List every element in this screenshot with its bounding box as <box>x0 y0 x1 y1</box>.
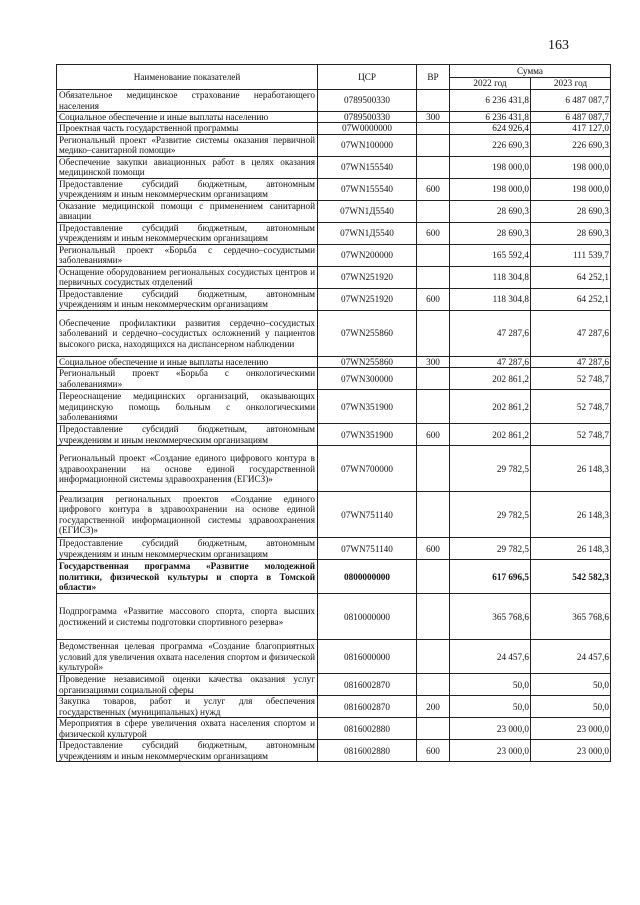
table-row <box>57 178 611 200</box>
row-name: Подпрограмма «Развитие массового спорта, спорта высших достижений и системы подготовки спортивного резерва» <box>57 594 318 640</box>
row-vr <box>417 200 450 222</box>
row-2022: 28 690,3 <box>450 200 531 222</box>
row-name: Предоставление субсидий бюджетным, автономным учреждениям и иным некоммерческим организациям <box>57 222 318 244</box>
row-vr <box>417 718 450 740</box>
row-name: Региональный проект «Создание единого цифрового контура в здравоохранении на основе единой государственной информационной системы здравоохранения (ЕГИСЗ)» <box>57 446 318 492</box>
header-csr: ЦСР <box>318 65 417 90</box>
table-row <box>57 560 611 594</box>
table-row <box>57 200 611 222</box>
row-2023: 24 457,6 <box>531 640 611 674</box>
row-name: Реализация региональных проектов «Создание единого цифрового контура в здравоохранении на основе единой государственной информационной системы здравоохранения (ЕГИСЗ)» <box>57 492 318 538</box>
table-row <box>57 594 611 640</box>
table-row <box>57 90 611 112</box>
table-row <box>57 266 611 288</box>
header-year-2023: 2023 год <box>531 78 611 90</box>
row-csr: 07WN351900 <box>318 390 417 424</box>
row-2023: 47 287,6 <box>531 356 611 367</box>
row-2022: 198 000,0 <box>450 156 531 178</box>
table-row <box>57 492 611 538</box>
row-2022: 202 861,2 <box>450 368 531 390</box>
row-csr: 07WN155540 <box>318 178 417 200</box>
row-2022: 617 696,5 <box>450 560 531 594</box>
row-csr: 0816002870 <box>318 674 417 696</box>
row-name: Социальное обеспечение и иные выплаты населению <box>57 356 318 367</box>
row-vr <box>417 156 450 178</box>
row-vr: 600 <box>417 424 450 446</box>
row-2023: 52 748,7 <box>531 368 611 390</box>
row-2023: 23 000,0 <box>531 718 611 740</box>
table-row <box>57 310 611 356</box>
row-csr: 0800000000 <box>318 560 417 594</box>
row-2023: 111 539,7 <box>531 244 611 266</box>
table-row <box>57 718 611 740</box>
row-vr <box>417 310 450 356</box>
row-2023: 226 690,3 <box>531 134 611 156</box>
row-2023: 6 487 087,7 <box>531 112 611 123</box>
row-name: Обязательное медицинское страхование неработающего населения <box>57 90 318 112</box>
row-csr: 07WN155540 <box>318 156 417 178</box>
table-row <box>57 740 611 762</box>
row-csr: 07WN255860 <box>318 356 417 367</box>
row-vr <box>417 594 450 640</box>
row-name: Социальное обеспечение и иные выплаты населению <box>57 112 318 123</box>
row-vr <box>417 266 450 288</box>
row-2022: 202 861,2 <box>450 390 531 424</box>
row-2022: 6 236 431,8 <box>450 90 531 112</box>
row-2023: 26 148,3 <box>531 492 611 538</box>
row-2023: 50,0 <box>531 674 611 696</box>
row-name: Предоставление субсидий бюджетным, автономным учреждениям и иным некоммерческим организациям <box>57 178 318 200</box>
row-vr: 300 <box>417 356 450 367</box>
table-row <box>57 538 611 560</box>
row-vr: 600 <box>417 538 450 560</box>
table-row <box>57 134 611 156</box>
table-row <box>57 222 611 244</box>
row-2022: 23 000,0 <box>450 740 531 762</box>
row-name: Закупка товаров, работ и услуг для обеспечения государственных (муниципальных) нужд <box>57 696 318 718</box>
row-2023: 64 252,1 <box>531 266 611 288</box>
table-row <box>57 112 611 123</box>
row-csr: 07WN751140 <box>318 538 417 560</box>
row-2023: 28 690,3 <box>531 200 611 222</box>
table-row <box>57 244 611 266</box>
row-csr: 07WN251920 <box>318 288 417 310</box>
budget-table <box>56 64 611 762</box>
row-2022: 23 000,0 <box>450 718 531 740</box>
row-name: Предоставление субсидий бюджетным, автономным учреждениям и иным некоммерческим организациям <box>57 424 318 446</box>
row-2022: 6 236 431,8 <box>450 112 531 123</box>
table-row <box>57 390 611 424</box>
row-csr: 07WN351900 <box>318 424 417 446</box>
row-2023: 28 690,3 <box>531 222 611 244</box>
row-2022: 47 287,6 <box>450 356 531 367</box>
row-name: Региональный проект «Развитие системы оказания первичной медико–санитарной помощи» <box>57 134 318 156</box>
row-name: Региональный проект «Борьба с онкологическими заболеваниями» <box>57 368 318 390</box>
row-csr: 0816000000 <box>318 640 417 674</box>
row-csr: 0816002870 <box>318 696 417 718</box>
row-2022: 202 861,2 <box>450 424 531 446</box>
row-csr: 07WN100000 <box>318 134 417 156</box>
row-vr <box>417 368 450 390</box>
row-name: Обеспечение профилактики развития сердечно–сосудистых заболеваний и сердечно–сосудистых осложнений у пациентов высокого риска, находящихся на диспансерном наблюдении <box>57 310 318 356</box>
row-name: Предоставление субсидий бюджетным, автономным учреждениям и иным некоммерческим организациям <box>57 538 318 560</box>
row-csr: 07WN255860 <box>318 310 417 356</box>
table-row <box>57 446 611 492</box>
row-vr: 200 <box>417 696 450 718</box>
row-2022: 365 768,6 <box>450 594 531 640</box>
row-name: Проектная часть государственной программы <box>57 123 318 134</box>
row-vr <box>417 674 450 696</box>
row-csr: 0816002880 <box>318 718 417 740</box>
row-vr: 600 <box>417 178 450 200</box>
row-name: Оснащение оборудованием региональных сосудистых центров и первичных сосудистых отделений <box>57 266 318 288</box>
row-vr: 600 <box>417 740 450 762</box>
row-name: Предоставление субсидий бюджетным, автономным учреждениям и иным некоммерческим организациям <box>57 288 318 310</box>
row-csr: 0810000000 <box>318 594 417 640</box>
row-vr <box>417 446 450 492</box>
row-csr: 07WN200000 <box>318 244 417 266</box>
row-name: Предоставление субсидий бюджетным, автономным учреждениям и иным некоммерческим организациям <box>57 740 318 762</box>
table-row <box>57 424 611 446</box>
row-2022: 29 782,5 <box>450 492 531 538</box>
table-row <box>57 640 611 674</box>
row-2022: 165 592,4 <box>450 244 531 266</box>
row-2023: 52 748,7 <box>531 424 611 446</box>
row-2023: 6 487 087,7 <box>531 90 611 112</box>
header-vr: ВР <box>417 65 450 90</box>
row-2022: 29 782,5 <box>450 538 531 560</box>
header-year-2022: 2022 год <box>450 78 531 90</box>
row-vr: 600 <box>417 222 450 244</box>
row-vr: 300 <box>417 112 450 123</box>
row-csr: 07WN1Д5540 <box>318 222 417 244</box>
row-2023: 23 000,0 <box>531 740 611 762</box>
table-row <box>57 288 611 310</box>
header-name: Наименование показателей <box>57 65 318 90</box>
row-csr: 07WN751140 <box>318 492 417 538</box>
row-vr <box>417 640 450 674</box>
row-vr <box>417 244 450 266</box>
row-2022: 50,0 <box>450 696 531 718</box>
row-2022: 50,0 <box>450 674 531 696</box>
row-2023: 198 000,0 <box>531 156 611 178</box>
row-2022: 198 000,0 <box>450 178 531 200</box>
row-2023: 52 748,7 <box>531 390 611 424</box>
row-vr: 600 <box>417 288 450 310</box>
row-vr <box>417 390 450 424</box>
row-name: Ведомственная целевая программа «Создание благоприятных условий для увеличения охвата населения спортом и физической культурой» <box>57 640 318 674</box>
row-2023: 542 582,3 <box>531 560 611 594</box>
table-row <box>57 356 611 367</box>
row-2023: 47 287,6 <box>531 310 611 356</box>
row-2023: 64 252,1 <box>531 288 611 310</box>
row-csr: 07WN1Д5540 <box>318 200 417 222</box>
row-2023: 50,0 <box>531 696 611 718</box>
row-name: Переоснащение медицинских организаций, оказывающих медицинскую помощь больным с онкологическими заболеваниями <box>57 390 318 424</box>
row-csr: 07WN251920 <box>318 266 417 288</box>
row-csr: 0789500330 <box>318 90 417 112</box>
row-vr <box>417 134 450 156</box>
table-row <box>57 156 611 178</box>
row-vr <box>417 560 450 594</box>
row-vr <box>417 90 450 112</box>
row-name: Проведение независимой оценки качества оказания услуг организациями социальной сферы <box>57 674 318 696</box>
table-row <box>57 123 611 134</box>
row-csr: 07W0000000 <box>318 123 417 134</box>
row-vr <box>417 492 450 538</box>
row-name: Мероприятия в сфере увеличения охвата населения спортом и физической культурой <box>57 718 318 740</box>
row-2022: 118 304,8 <box>450 266 531 288</box>
header-sum: Сумма <box>450 65 611 78</box>
row-2022: 47 287,6 <box>450 310 531 356</box>
row-name: Государственная программа «Развитие молодежной политики, физической культуры и спорта в Томской области» <box>57 560 318 594</box>
row-2022: 29 782,5 <box>450 446 531 492</box>
row-name: Региональный проект «Борьба с сердечно–сосудистыми заболеваниями» <box>57 244 318 266</box>
row-2022: 226 690,3 <box>450 134 531 156</box>
row-2022: 624 926,4 <box>450 123 531 134</box>
row-csr: 07WN700000 <box>318 446 417 492</box>
row-name: Обеспечение закупки авиационных работ в целях оказания медицинской помощи <box>57 156 318 178</box>
row-csr: 07WN300000 <box>318 368 417 390</box>
row-2023: 26 148,3 <box>531 446 611 492</box>
table-row <box>57 696 611 718</box>
row-2023: 365 768,6 <box>531 594 611 640</box>
row-2023: 198 000,0 <box>531 178 611 200</box>
table-row <box>57 368 611 390</box>
row-name: Оказание медицинской помощи с применением санитарной авиации <box>57 200 318 222</box>
page-number: 163 <box>548 38 569 53</box>
row-2022: 24 457,6 <box>450 640 531 674</box>
row-2023: 26 148,3 <box>531 538 611 560</box>
row-csr: 0789500330 <box>318 112 417 123</box>
row-vr <box>417 123 450 134</box>
table-row <box>57 674 611 696</box>
row-2022: 118 304,8 <box>450 288 531 310</box>
row-csr: 0816002880 <box>318 740 417 762</box>
row-2022: 28 690,3 <box>450 222 531 244</box>
row-2023: 417 127,0 <box>531 123 611 134</box>
